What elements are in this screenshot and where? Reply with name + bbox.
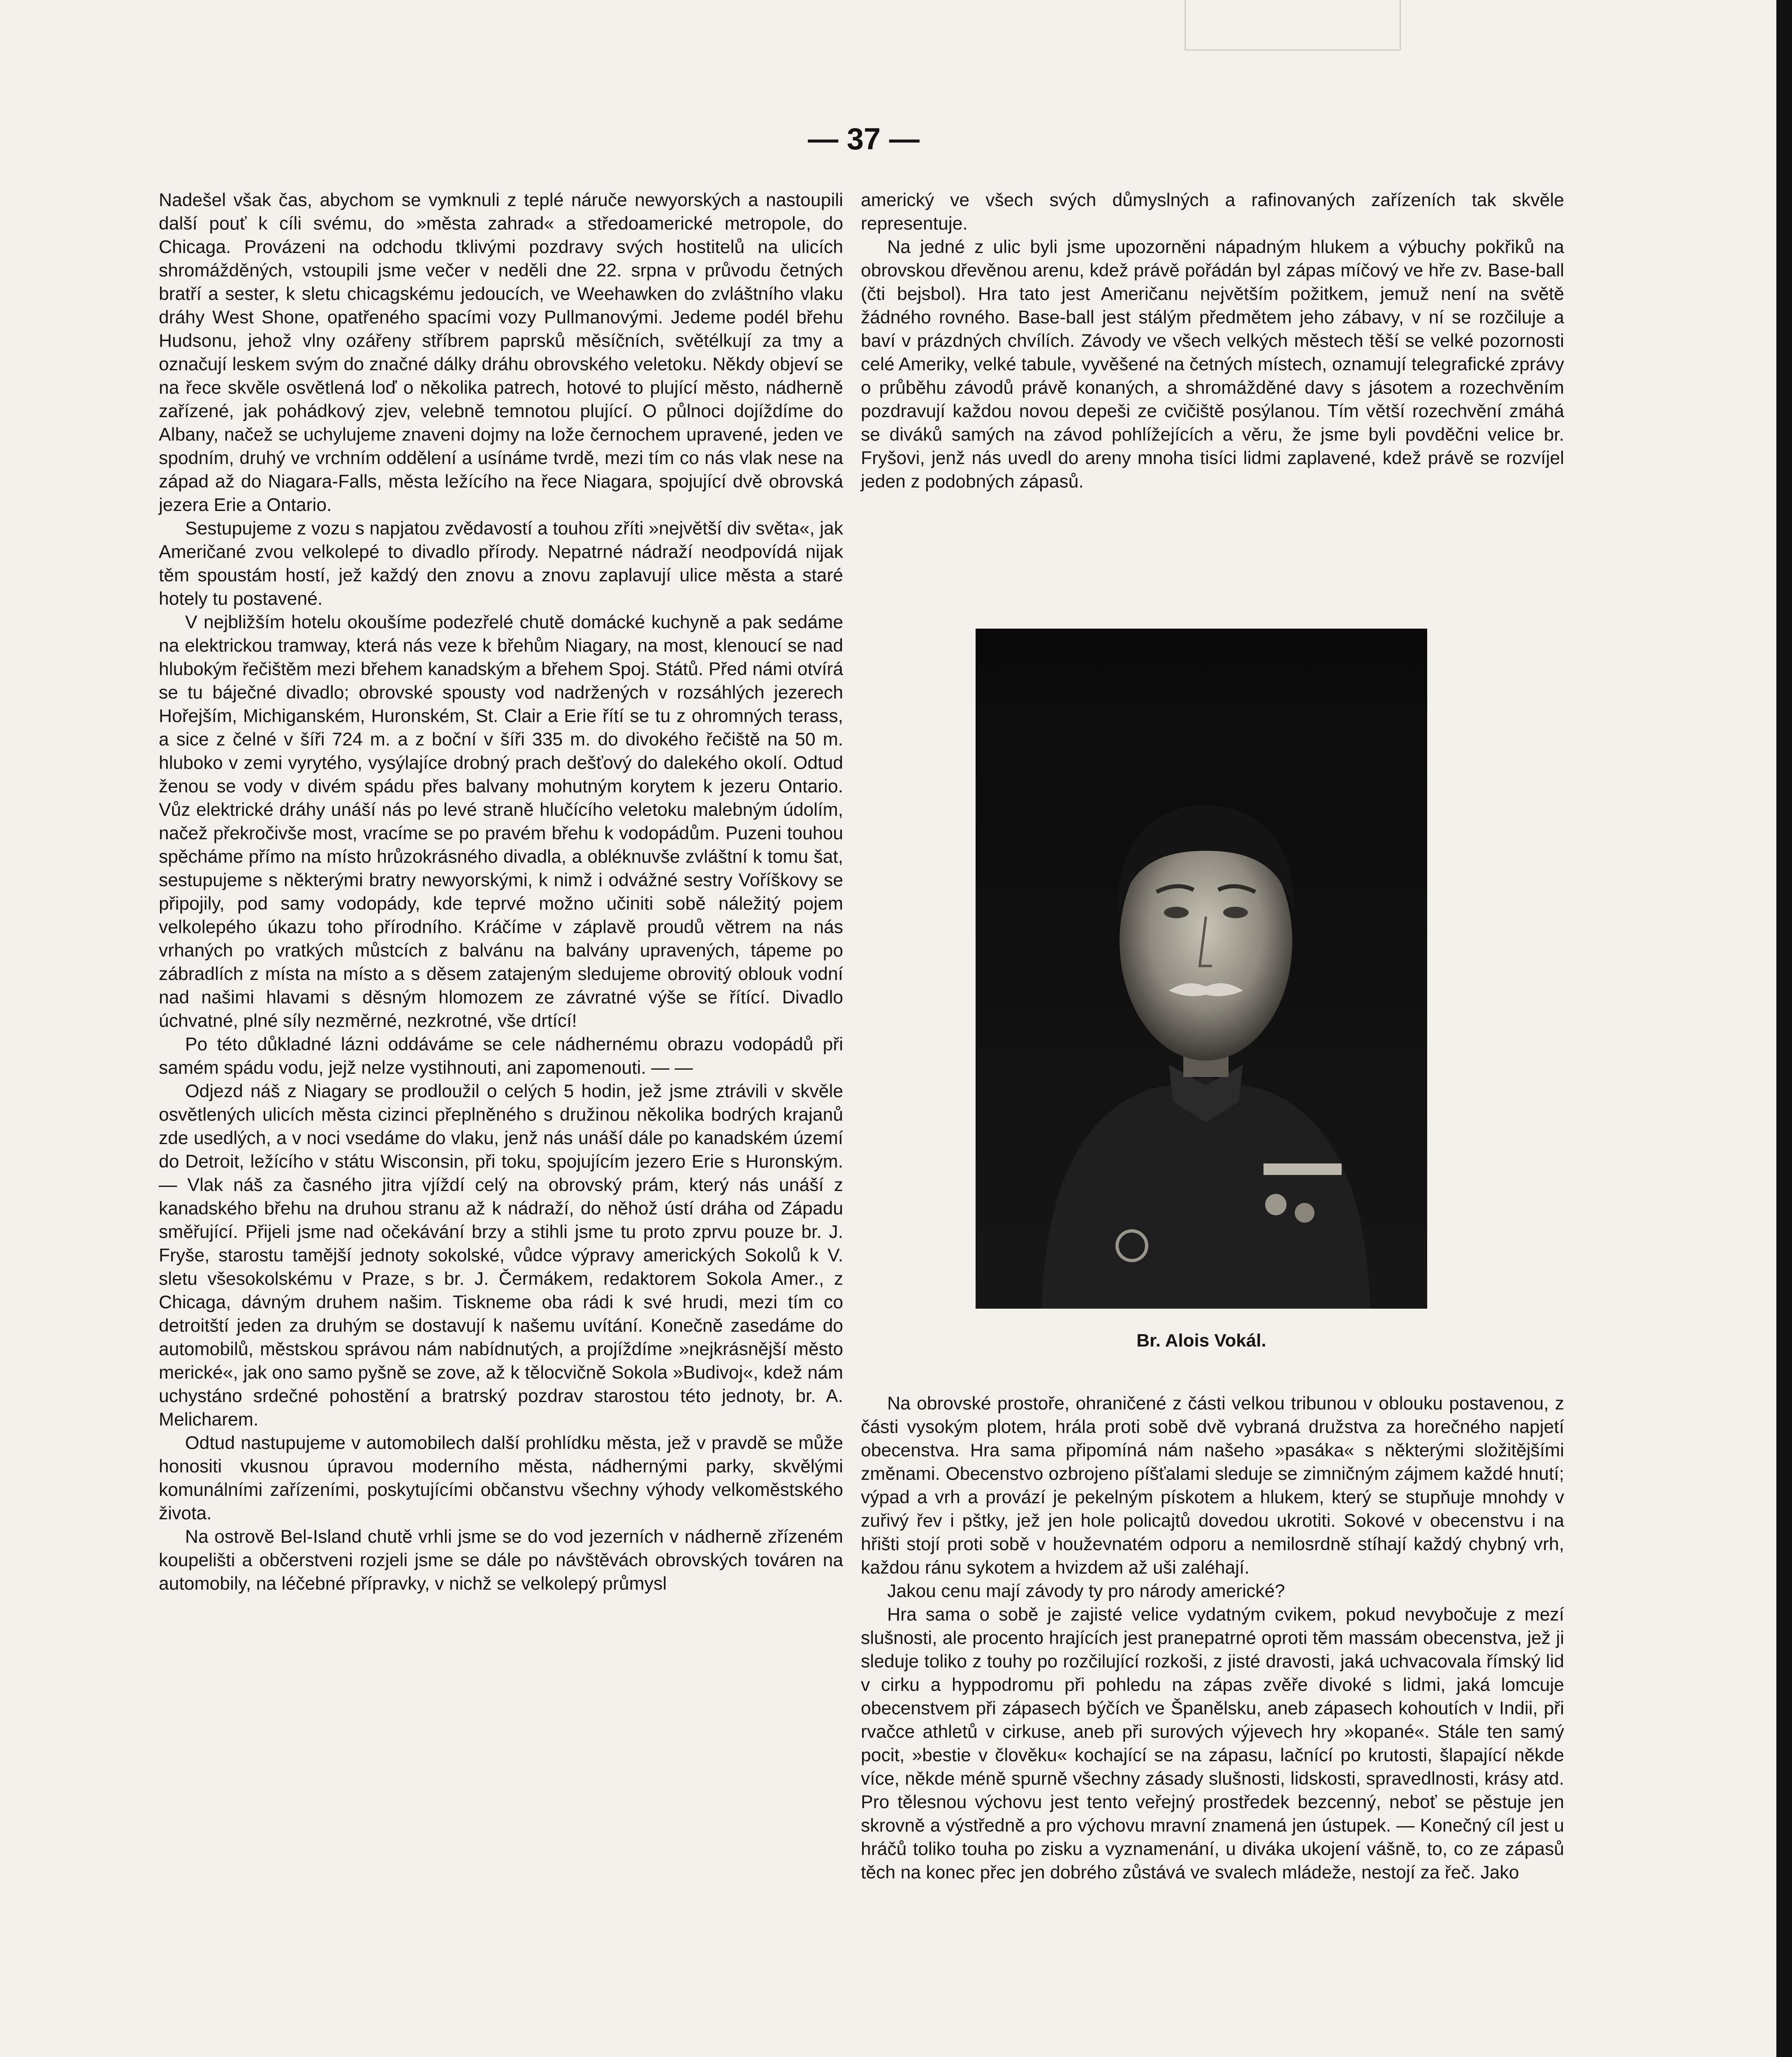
paragraph: Sestupujeme z vozu s napjatou zvědavostí a touhou zříti »největší div světa«, jak Američané zvou velkolepé to divadlo přírody. Nepatrné nádraží neodpovídá nijak těm spoustám hostí, jež každý den znovu a znovu zaplavují ulice města a staré hotely tu postavené. [159, 518, 843, 609]
paragraph: americký ve všech svých důmyslných a rafinovaných zařízeních tak skvěle representuje. [861, 190, 1564, 234]
right-column-bottom-text [861, 1392, 1564, 1884]
paragraph: Odjezd náš z Niagary se prodloužil o celých 5 hodin, jež jsme ztrávili v skvěle osvětlených ulicích města cizinci přeplněného s družinou několika bodrých krajanů zde usedlých, a v noci vsedáme do vlaku, jenž nás unáší dále po kanadském území do Detroit, ležícího v státu Wisconsin, při toku, spojujícím jezero Erie s Huronským. — Vlak náš za časného jitra vjíždí celý na obrovský prám, který nás unáší z kanadského břehu na druhou stranu až k nádraží, do něhož ústí dráha od Západu směřující. Přijeli jsme nad očekávání brzy a stihli jsme tu proto zprvu pouze br. J. Fryše, starostu tamější jednoty sokolské, vůdce výpravy amerických Sokolů k V. sletu všesokolskému v Praze, s br. J. Čermákem, redaktorem Sokola Amer., z Chicaga, dávným druhem našim. Tiskneme oba rádi k své hrudi, mezi tím co detroitští jeden za druhým se dostavují k našemu uvítání. Konečně zasedáme do automobilů, městskou správou nám nabídnutých, a projíždíme »nejkrásnější město merické«, jak ono samo pyšně se zove, až k tělocvičně Sokola »Budivoj«, kdež nám uchystáno srdečné pohostění a bratrský pozdrav starostou této jednoty, br. A. Melicharem. [159, 1081, 843, 1430]
portrait-photo [976, 629, 1427, 1309]
paragraph: Na jedné z ulic byli jsme upozorněni nápadným hlukem a výbuchy pokřiků na obrovskou dřevěnou arenu, kdež právě pořádán byl zápas míčový ve hře zv. Base-ball (čti bejsbol). Hra tato jest Američanu největším požitkem, jemuž není na světě žádného rovného. Base-ball jest stálým předmětem jeho zábavy, v ní se rozčiluje a baví v prázdných chvílích. Závody ve všech velkých městech těší se velké pozornosti celé Ameriky, velké tabule, vyvěšené na četných místech, oznamují telegrafické zprávy o průběhu závodů právě konaných, a shromážděné davy s jásotem a rozechvěním pozdravují každou novou depeši ze cvičiště posýlanou. Tím větší rozechvění zmáhá se diváků samých na závod pohlížejících a věru, že jsme byli povděčni velice br. Fryšovi, jenž nás uvedl do areny mnoha tisíci lidmi zaplavené, kdež právě se rozvíjel jeden z podobných zápasů. [861, 237, 1564, 492]
paragraph: Nadešel však čas, abychom se vymknuli z teplé náruče newyorských a nastoupili další pouť k cíli svému, do »města zahrad« a středoamerické metropole, do Chicaga. Provázeni na odchodu tklivými pozdravy svých hostitelů na ulicích shromážděných, vstoupili jsme večer v neděli dne 22. srpna v průvodu četných bratří a sester, k sletu chicagskému jedoucích, ve Weehawken do zvláštního vlaku dráhy West Shone, opatřeného spacími vozy Pullmanovými. Jedeme podél břehu Hudsonu, jehož vlny ozářeny stříbrem paprsků měsíčních, světélkují za tmy a označují leskem svým do značné dálky dráhu obrovského veletoku. Někdy objeví se na řece skvěle osvětlená loď o několika patrech, hotové to plující město, nádherně zařízené, jak pohádkový zjev, velebně temnotou plující. O půlnoci dojíždíme do Albany, načež se uchylujeme znaveni dojmy na lože černochem upravené, jeden ve spodním, druhý ve vrchním oddělení a usínáme tvrdě, mezi tím co nás vlak nese na západ až do Niagara-Falls, města ležícího na řece Niagara, spojující dvě obrovská jezera Erie a Ontario. [159, 190, 843, 515]
photo-caption: Br. Alois Vokál. [1136, 1330, 1266, 1351]
paragraph: Po této důkladné lázni oddáváme se cele nádhernému obrazu vodopádů při samém spádu vodu, jejž nelze vystihnouti, ani zapomenouti. — — [159, 1034, 843, 1078]
scan-edge-right [1776, 0, 1792, 2057]
paragraph: Odtud nastupujeme v automobilech další prohlídku města, jež v pravdě se může honositi vkusnou úpravou moderního města, nádhernými parky, skvělými komunálními zařízeními, poskytujícími občanstvu všechny výhody velkoměstského života. [159, 1433, 843, 1523]
paragraph: Na obrovské prostoře, ohraničené z části velkou tribunou v oblouku postavenou, z části vysokým plotem, hrála proti sobě dvě vybraná družstva za horečného napjetí obecenstva. Hra sama připomíná nám našeho »pasáka« s některými složitějšími změnami. Obecenstvo ozbrojeno píšťalami sleduje se zimničným zájmem každé hnutí; výpad a vrh a provází je pekelným pískotem a hlukem, který se stupňuje mnohdy v zuřivý řev i pštky, jež jen hole policajtů dovedou ukrotiti. Sokové v obecenstvu i na hřišti stojí proti sobě v houževnatém odporu a nemilosrdně stíhají každý chybný vrh, každou ránu sykotem a hvizdem až uši zaléhají. [861, 1393, 1564, 1578]
paragraph: Na ostrově Bel-Island chutě vrhli jsme se do vod jezerních v nádherně zřízeném koupelišti a občerstveni rozjeli jsme se dále po návštěvách obrovských továren na automobily, na léčebné přípravky, v nichž se velkolepý průmysl [159, 1527, 843, 1594]
paragraph: V nejbližším hotelu okoušíme podezřelé chutě domácké kuchyně a pak sedáme na elektrickou tramway, která nás veze k břehům Niagary, na most, klenoucí se nad hlubokým řečištěm mezi břehem kanadským a břehem Spoj. Států. Před námi otvírá se tu báječné divadlo; obrovské spousty vod nadržených v rozsáhlých jezerech Hořejším, Michiganském, Huronském, St. Clair a Erie řítí se tu z ohromných terass, a sice z čelné v šíři 724 m. a z boční v šíři 335 m. do divokého řečiště na 50 m. hluboko v zemi vyrytého, vysýlajíce drobný prach dešťový do dalekého okolí. Odtud ženou se vody v divém spádu přes balvany mohutným korytem k jezeru Ontario. Vůz elektrické dráhy unáší nás po levé straně hlučícího veletoku malebným údolím, načež překročivše most, vracíme se po pravém břehu k vodopádům. Puzeni touhou spěcháme přímo na místo hrůzokrásného divadla, a obléknuvše zvláštní k tomu šat, sestupujeme s některými bratry newyorskými, k nimž i odvážné sestry Voříškovy se připojily, pod samy vodopády, kde teprvé možno učiniti sobě náležitý pojem velkolepého úkazu toho přírodního. Kráčíme v záplavě proudů větrem na nás vrhaných po vratkých můstcích z balvánu na balvány upravených, tápeme po zábradlích z místa na místo a s děsem zatajeným sledujeme obrovitý oblouk vodní nad našimi hlavami s děsným hlomozem ze závratné výše se řítící. Divadlo úchvatné, plné síly nezměrné, nezkrotné, vše drtící! [159, 612, 843, 1031]
paragraph: Hra sama o sobě je zajisté velice vydatným cvikem, pokud nevybočuje z mezí slušnosti, ale procento hrajících jest pranepatrné oproti těm massám obecenstva, jež ji sleduje toliko z touhy po rozčilující rozkoši, z jisté dravosti, jaká uchvacovala římský lid v cirku a hyppodromu při pohledu na zápas zvěře divoké s lidmi, jaká lomcuje obecenstvem při zápasech býčích ve Španělsku, aneb zápasech kohoutích v Indii, při rvačce athletů v cirkuse, aneb při surových výjevech hry »kopané«. Stále ten samý pocit, »bestie v člověku« kochající se na zápasu, lačnící po krutosti, šlapající někde více, někde méně spurně všechny zásady slušnosti, lidskosti, spravedlnosti, krásy atd. Pro tělesnou výchovu jest tento veřejný prostředek bezcenný, neboť se pěstuje jen skrovně a výstředně a pro výchovu mravní znamená jen ústupek. — Konečný cíl jest u hráčů toliko touha po zisku a vyznamenání, u diváka ukojení vášně, to, co ze zápasů těch na konec přec jen dobrého zůstává ve svalech mládeže, nestojí za řeč. Jako [861, 1604, 1564, 1883]
right-column-top-text [861, 188, 1564, 493]
paragraph: Jakou cenu mají závody ty pro národy americké? [887, 1581, 1285, 1601]
left-column-text [159, 188, 843, 1595]
scan-corner-mark [1185, 0, 1401, 51]
portrait-figure-icon [976, 629, 1427, 1309]
page-number: — 37 — [808, 122, 920, 156]
